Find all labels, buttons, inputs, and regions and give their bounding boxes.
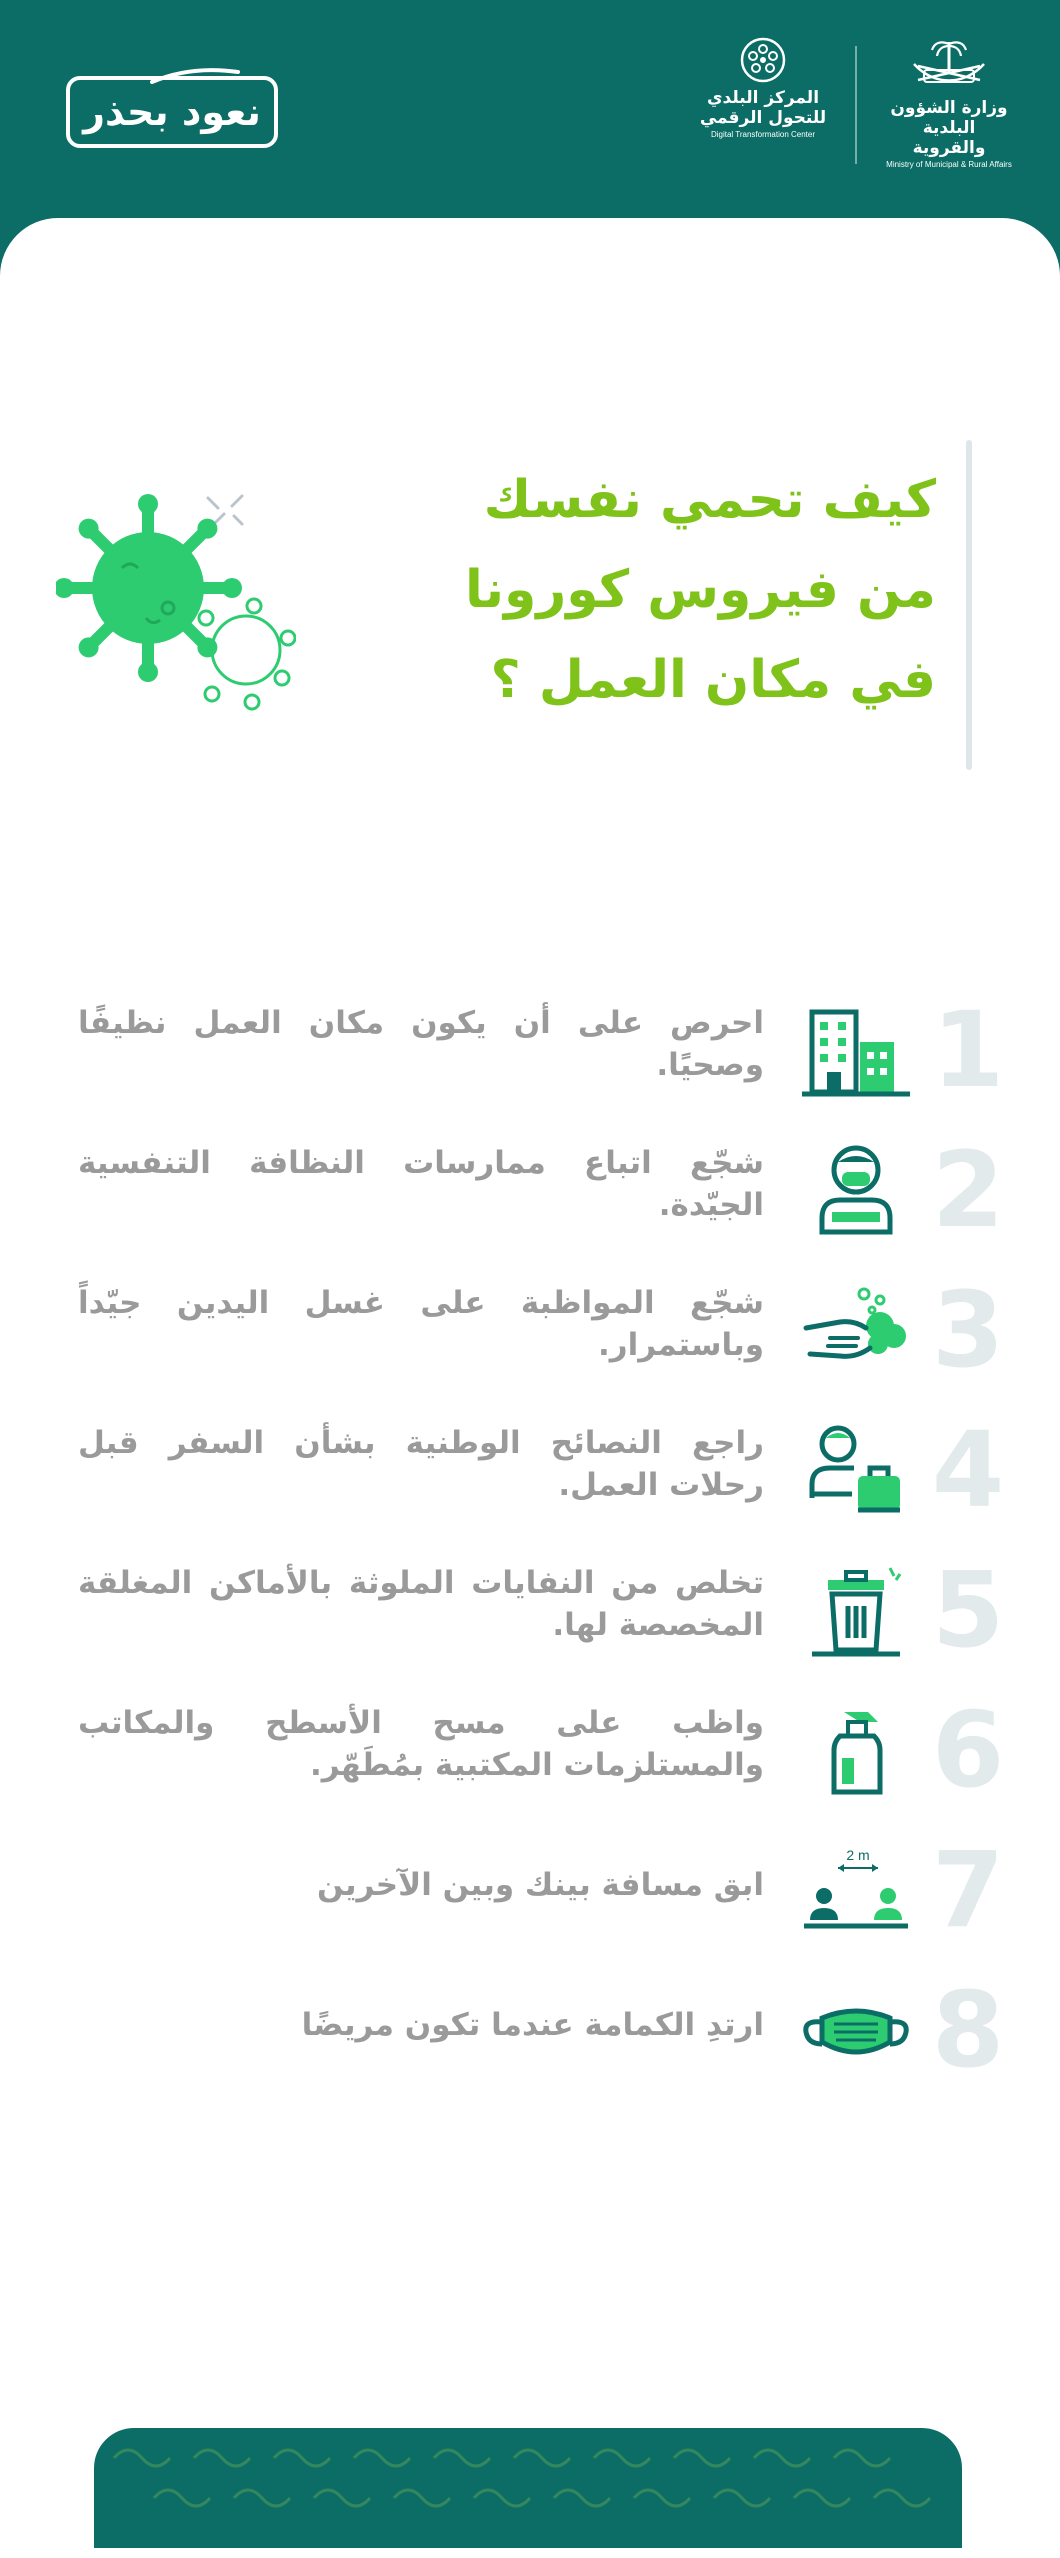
- campaign-badge: نعود بحذر: [66, 76, 278, 148]
- title-line-3: في مكان العمل ؟: [490, 650, 936, 710]
- spray-bottle-icon: [800, 1702, 912, 1798]
- dtc-emblem-icon: [737, 36, 789, 84]
- tip-text: ابق مسافة بينك وبين الآخرين: [316, 1867, 764, 1903]
- tip-number: 8: [931, 1969, 1005, 2091]
- tip-number: 6: [931, 1689, 1005, 1811]
- palm-swords-emblem-icon: [904, 36, 994, 94]
- tip-item-4: [0, 1410, 1060, 1550]
- tip-text: ارتدِ الكمامة عندما تكون مريضًا: [301, 2007, 764, 2043]
- dtc-name-ar-line2: للتحول الرقمي: [699, 108, 827, 128]
- tip-text: شجّع المواظبة على غسل اليدين جيّداً وباستمرار.: [78, 1285, 764, 1363]
- ministry-name-ar-line2: البلدية والقروية: [912, 118, 986, 158]
- face-mask-icon: [800, 1982, 912, 2078]
- tip-item-7: [0, 1830, 1060, 1970]
- distance-label: 2 m: [846, 1847, 870, 1863]
- tip-text: احرص على أن يكون مكان العمل نظيفًا وصحيًا.: [78, 1005, 764, 1083]
- footer-band: [94, 2428, 962, 2548]
- tip-number: 5: [931, 1549, 1005, 1671]
- person-mask-icon: [800, 1142, 912, 1238]
- tip-text: واظب على مسح الأسطح والمكاتب والمستلزمات المكتبية بمُطَهّر.: [78, 1705, 764, 1783]
- tip-item-5: [0, 1550, 1060, 1690]
- title-line-2: من فيروس كورونا: [464, 560, 936, 620]
- tip-item-3: [0, 1270, 1060, 1410]
- tip-item-8: [0, 1970, 1060, 2110]
- tip-number: 7: [931, 1829, 1005, 1951]
- tip-text: شجّع اتباع ممارسات النظافة التنفسية الجيّدة.: [78, 1145, 764, 1223]
- ministry-name-en: Ministry of Municipal & Rural Affairs: [886, 160, 1012, 169]
- tip-text: راجع النصائح الوطنية بشأن السفر قبل رحلات العمل.: [78, 1425, 764, 1503]
- decorative-pattern-icon: [94, 2428, 962, 2548]
- hand-washing-icon: [800, 1282, 912, 1378]
- coronavirus-icon: [56, 488, 296, 728]
- office-building-icon: [800, 1002, 912, 1098]
- title-accent-bar: [966, 440, 972, 770]
- dtc-logo: [698, 36, 828, 140]
- tip-number: 3: [931, 1269, 1005, 1391]
- dtc-name-en: Digital Transformation Center: [710, 130, 816, 139]
- social-distance-icon: [800, 1842, 912, 1938]
- tip-text: تخلص من النفايات الملوثة بالأماكن المغلقة المخصصة لها.: [78, 1565, 764, 1643]
- traveler-luggage-icon: [800, 1422, 912, 1518]
- ministry-logo: [886, 36, 1012, 170]
- header: [0, 0, 1060, 230]
- logo-divider: [855, 46, 857, 164]
- tip-item-1: [0, 990, 1060, 1130]
- tip-number: 2: [931, 1129, 1005, 1251]
- tip-number: 4: [931, 1409, 1005, 1531]
- tip-number: 1: [931, 989, 1005, 1111]
- tip-item-2: [0, 1130, 1060, 1270]
- tip-item-6: [0, 1690, 1060, 1830]
- ministry-name-ar-line1: وزارة الشؤون: [890, 98, 1008, 118]
- title-line-1: كيف تحمي نفسك: [483, 470, 936, 530]
- trash-bin-icon: [800, 1562, 912, 1658]
- dtc-name-ar-line1: المركز البلدي: [706, 88, 820, 108]
